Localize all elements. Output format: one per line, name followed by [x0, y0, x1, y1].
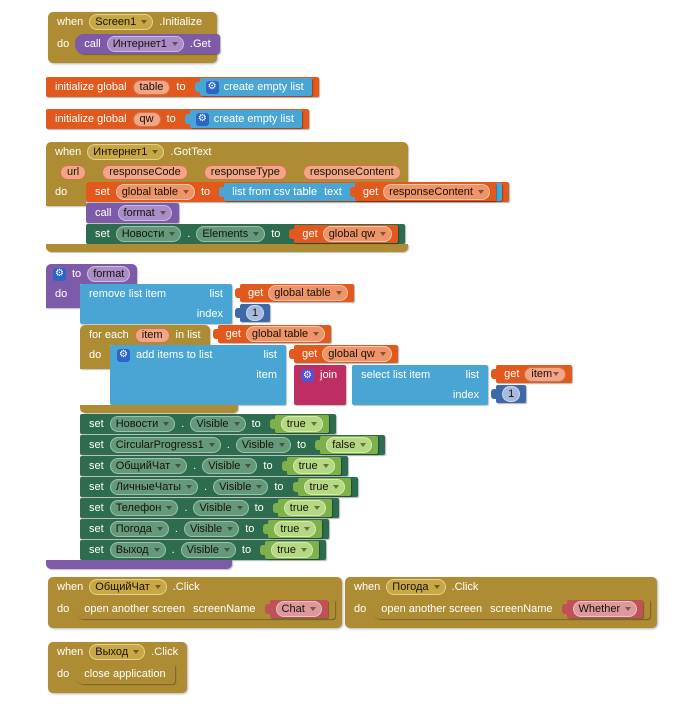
visible-dropdown[interactable]: Visible [236, 437, 291, 453]
chevron-down-icon [279, 443, 285, 447]
initialize-global-label: initialize global [55, 113, 127, 125]
do-bar: do [80, 345, 110, 369]
mutator-gear-icon[interactable]: ⚙ [117, 349, 130, 362]
component-dropdown[interactable]: ОбщийЧат [110, 458, 187, 474]
chevron-down-icon [256, 485, 262, 489]
block-list-from-csv-table[interactable]: list from csv table text get responseContent [224, 183, 502, 201]
block-logic-false[interactable] [320, 436, 378, 454]
to-label: to [176, 81, 186, 93]
chevron-down-icon [175, 464, 181, 468]
global-qw-dropdown[interactable]: global qw [322, 346, 391, 362]
event-header: when Погода .Click [354, 581, 479, 593]
logic-dropdown[interactable]: false [326, 437, 372, 453]
pogoda-dropdown[interactable]: Погода [386, 579, 445, 595]
number-field[interactable]: 1 [502, 386, 520, 402]
logic-dropdown[interactable]: true [284, 500, 326, 516]
param-response-content[interactable]: responseContent [303, 165, 401, 180]
chevron-down-icon [310, 607, 316, 611]
event-label: .Click [451, 581, 479, 593]
event-params-row [46, 162, 408, 182]
logic-dropdown[interactable]: true [293, 458, 335, 474]
do-label: do [57, 38, 70, 50]
chevron-down-icon [186, 485, 192, 489]
screen1-dropdown[interactable]: Screen1 [89, 14, 153, 30]
chevron-down-icon [154, 548, 160, 552]
block-open-another-screen[interactable]: open another screen screenName Chat [75, 599, 335, 619]
chevron-down-icon [166, 506, 172, 510]
do-slot: do close application [48, 662, 182, 686]
response-content-dropdown[interactable]: responseContent [383, 184, 490, 200]
to-label: to [166, 113, 176, 125]
block-init-global-qw[interactable] [46, 109, 309, 129]
list-socket-label: list [209, 288, 223, 300]
chevron-down-icon [152, 150, 158, 154]
chevron-down-icon [301, 548, 307, 552]
event-header [48, 12, 211, 32]
logic-dropdown[interactable]: true [274, 521, 316, 537]
do-bar: do [46, 182, 86, 206]
block-set-novosti-elements[interactable]: set Новости . Elements to get global qw [86, 224, 405, 244]
block-logic-true[interactable] [298, 478, 352, 496]
block-get-global-table[interactable]: get global table [218, 325, 332, 343]
format-proc-dropdown[interactable]: format [118, 205, 172, 221]
internet1-dropdown[interactable]: Интернет1 [87, 144, 164, 160]
component-dropdown[interactable]: CircularProgress1 [110, 437, 221, 453]
block-get-global-qw[interactable]: get global qw [294, 225, 398, 243]
visible-dropdown[interactable]: Visible [190, 416, 245, 432]
call-label: call [84, 38, 101, 50]
global-qw-dropdown[interactable]: global qw [323, 226, 392, 242]
item-dropdown[interactable]: item [524, 367, 566, 382]
foreach-bottom [80, 405, 238, 413]
chevron-down-icon [245, 464, 251, 468]
mutator-gear-icon[interactable]: ⚙ [301, 369, 314, 382]
event-label: .Click [172, 581, 200, 593]
chevron-down-icon [237, 506, 243, 510]
do-slot: do open another screen screenName Whether [345, 597, 657, 621]
chevron-down-icon [169, 232, 175, 236]
param-response-code[interactable]: responseCode [102, 165, 188, 180]
block-get-global-qw[interactable]: get global qw [294, 345, 398, 363]
block-logic-true[interactable] [278, 499, 332, 517]
block-when-internet1-gottext[interactable] [46, 142, 509, 252]
do-slot: do open another screen screenName Chat [48, 597, 342, 621]
block-when-screen1-initialize[interactable] [48, 12, 217, 63]
block-set-visible-lichnyechaty[interactable]: set ЛичныеЧаты . Visible to true [80, 477, 358, 497]
block-select-list-item[interactable]: select list item list get item index 1 [352, 365, 572, 405]
param-url[interactable]: url [60, 165, 86, 180]
var-name-field[interactable]: qw [133, 112, 161, 127]
block-set-global-table[interactable]: set global table to list from csv table text get responseContent [86, 182, 509, 202]
block-when-pogoda-click[interactable] [345, 577, 657, 628]
block-remove-list-item[interactable]: remove list item list get global table index 1 [80, 284, 354, 324]
block-init-global-table[interactable] [46, 77, 319, 97]
block-create-empty-list[interactable]: ⚙ create empty list [200, 78, 312, 96]
screenname-socket-label: screenName [193, 603, 256, 615]
chevron-down-icon [625, 607, 631, 611]
text-socket-label: text [324, 186, 342, 198]
block-logic-true[interactable] [265, 541, 319, 559]
chevron-down-icon [160, 211, 166, 215]
logic-dropdown[interactable]: true [304, 479, 346, 495]
chevron-down-icon [227, 527, 233, 531]
screen-dropdown[interactable]: Chat [276, 601, 322, 617]
chevron-down-icon [157, 527, 163, 531]
block-number-1[interactable] [240, 304, 270, 322]
vykhod-dropdown[interactable]: Выход [89, 644, 145, 660]
block-get-global-table[interactable]: get global table [240, 284, 354, 302]
chevron-down-icon [209, 443, 215, 447]
block-set-visible-novosti[interactable]: set Новости . Visible to true [80, 414, 336, 434]
index-socket-label: index [452, 389, 480, 401]
block-close-application[interactable]: close application [75, 664, 174, 684]
number-field[interactable]: 1 [246, 305, 264, 321]
event-label: .GotText [170, 146, 212, 158]
block-bottom [46, 244, 408, 252]
initialize-global-label: initialize global [55, 81, 127, 93]
block-call-internet1-get[interactable] [75, 34, 219, 54]
list-socket-label: list [263, 349, 277, 361]
chevron-down-icon [234, 422, 240, 426]
block-number-1[interactable] [496, 385, 526, 403]
block-get-response-content[interactable]: get responseContent [355, 183, 496, 201]
chevron-down-icon [333, 485, 339, 489]
block-set-visible-obshchiychat[interactable]: set ОбщийЧат . Visible to true [80, 456, 348, 476]
obshchiychat-dropdown[interactable]: ОбщийЧат [89, 579, 166, 595]
chevron-down-icon [314, 506, 320, 510]
block-procedure-format[interactable] [46, 264, 572, 569]
block-join[interactable]: ⚙ join select list item list get item index 1 [294, 365, 572, 405]
chevron-down-icon [155, 585, 161, 589]
mutator-gear-icon[interactable]: ⚙ [53, 268, 66, 281]
elements-dropdown[interactable]: Elements [196, 226, 265, 242]
block-set-visible-pogoda[interactable]: set Погода . Visible to true [80, 519, 329, 539]
visible-dropdown[interactable]: Visible [181, 542, 236, 558]
chevron-down-icon [133, 650, 139, 654]
visible-dropdown[interactable]: Visible [193, 500, 248, 516]
init-global-qw-block[interactable] [46, 109, 309, 129]
do-slot [48, 32, 217, 56]
event-label: .Initialize [159, 16, 203, 28]
chevron-down-icon [253, 232, 259, 236]
init-global-table-block[interactable] [46, 77, 319, 97]
proc-name-field[interactable]: format [87, 266, 130, 282]
block-when-obshchiychat-click[interactable] [48, 577, 342, 628]
block-create-empty-list[interactable]: ⚙ create empty list [190, 110, 302, 128]
loop-var-field[interactable]: item [135, 328, 170, 343]
chevron-down-icon [478, 190, 484, 194]
chevron-down-icon [336, 291, 342, 295]
component-dropdown[interactable]: Телефон [110, 500, 179, 516]
event-header: when ОбщийЧат .Click [57, 581, 200, 593]
chevron-down-icon [380, 352, 386, 356]
screen-dropdown[interactable]: Whether [573, 601, 638, 617]
index-socket-label: index [196, 308, 223, 320]
block-get-item[interactable]: get item [496, 365, 572, 383]
block-call-format[interactable]: call format [86, 203, 179, 223]
param-response-type[interactable]: responseType [204, 165, 287, 180]
mutator-gear-icon[interactable]: ⚙ [206, 81, 219, 94]
when-label: when [57, 16, 84, 28]
do-bar: do [46, 284, 80, 308]
list-socket-label: list [465, 369, 480, 381]
chevron-down-icon [183, 190, 189, 194]
chevron-down-icon [553, 372, 559, 376]
chevron-down-icon [380, 232, 386, 236]
when-label: when [55, 146, 82, 158]
component-dropdown[interactable]: ЛичныеЧаты [110, 479, 198, 495]
block-set-visible-circularprogress1[interactable]: set CircularProgress1 . Visible to false [80, 435, 385, 455]
chevron-down-icon [323, 464, 329, 468]
chevron-down-icon [304, 527, 310, 531]
global-table-dropdown[interactable]: global table [268, 285, 347, 301]
block-screen-chat[interactable] [270, 600, 328, 618]
block-screen-whether[interactable] [567, 600, 644, 618]
chevron-down-icon [141, 20, 147, 24]
chevron-down-icon [360, 443, 366, 447]
component-dropdown[interactable]: Новости [110, 416, 176, 432]
logic-dropdown[interactable]: true [271, 542, 313, 558]
block-logic-true[interactable] [268, 520, 322, 538]
event-label: .Click [151, 646, 179, 658]
chevron-down-icon [313, 332, 319, 336]
novosti-dropdown[interactable]: Новости [116, 226, 182, 242]
visible-dropdown[interactable]: Visible [184, 521, 239, 537]
procedure-header: ⚙ to format [46, 264, 137, 284]
chevron-down-icon [224, 548, 230, 552]
visible-dropdown[interactable]: Visible [202, 458, 257, 474]
internet1-dropdown[interactable]: Интернет1 [107, 36, 184, 52]
event-header: when Выход .Click [57, 646, 179, 658]
block-bottom [46, 560, 232, 569]
block-set-visible-telefon[interactable]: set Телефон . Visible to true [80, 498, 339, 518]
global-table-dropdown[interactable]: global table [116, 184, 195, 200]
var-name-field[interactable]: table [133, 80, 171, 95]
foreach-header: for each item in list [80, 325, 210, 345]
chevron-down-icon [434, 585, 440, 589]
component-dropdown[interactable]: Выход [110, 542, 166, 558]
chevron-down-icon [172, 42, 178, 46]
logic-dropdown[interactable]: true [281, 416, 323, 432]
method-label: .Get [189, 38, 211, 50]
screenname-socket-label: screenName [490, 603, 553, 615]
block-open-another-screen[interactable]: open another screen screenName Whether [372, 599, 650, 619]
visible-dropdown[interactable]: Visible [213, 479, 268, 495]
block-for-each[interactable] [80, 325, 572, 413]
mutator-gear-icon[interactable]: ⚙ [196, 113, 209, 126]
block-set-visible-vykhod[interactable]: set Выход . Visible to true [80, 540, 326, 560]
block-logic-true[interactable] [275, 415, 329, 433]
block-logic-true[interactable] [287, 457, 341, 475]
chevron-down-icon [163, 422, 169, 426]
event-header [46, 142, 408, 162]
chevron-down-icon [311, 422, 317, 426]
global-table-dropdown[interactable]: global table [246, 326, 325, 342]
block-when-vykhod-click[interactable] [48, 642, 187, 693]
item-socket-label: item [256, 369, 277, 381]
block-add-items-to-list[interactable]: ⚙ add items to list list get global qw item ⚙ join select list item list get item index 1 [110, 345, 572, 405]
component-dropdown[interactable]: Погода [110, 521, 169, 537]
